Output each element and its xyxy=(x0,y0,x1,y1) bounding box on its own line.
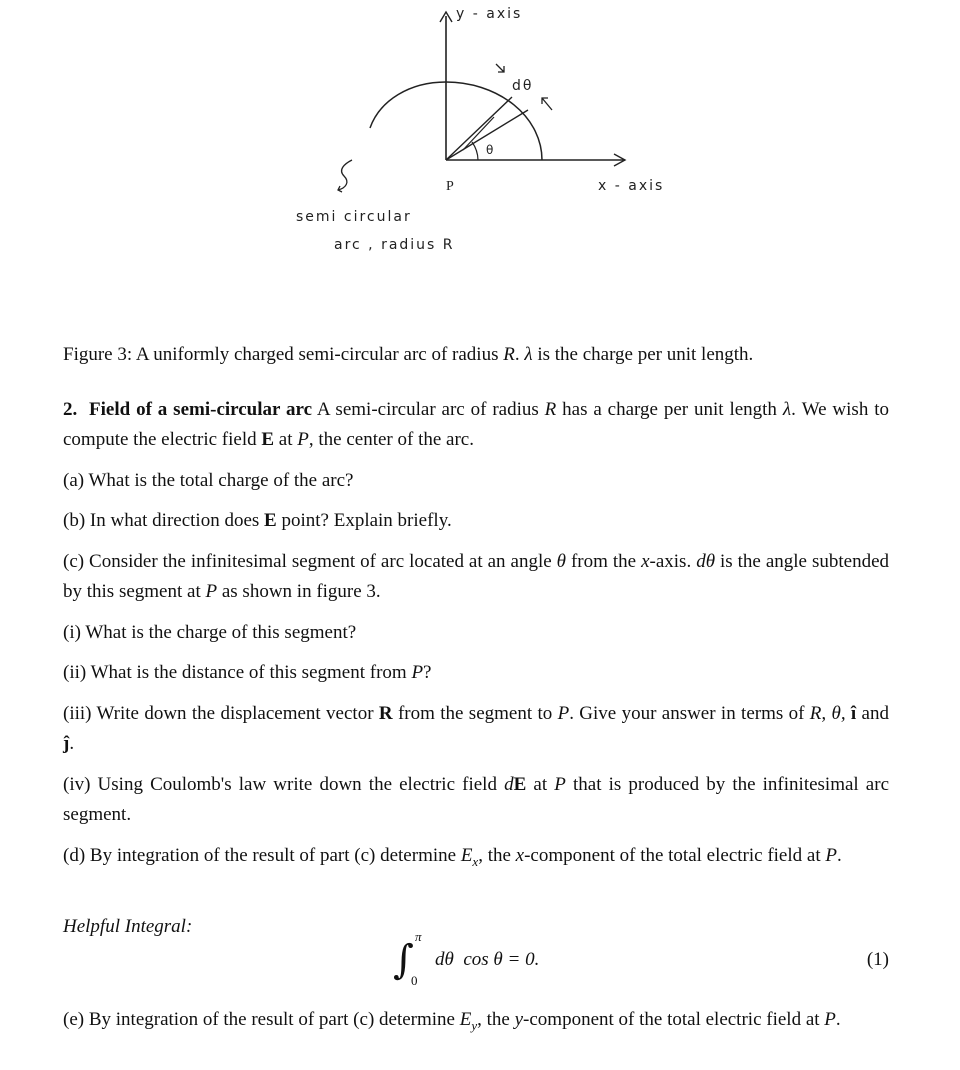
dtheta-arrow-top-icon xyxy=(496,64,504,72)
x-axis-label: x - axis xyxy=(598,178,665,194)
equation-number: (1) xyxy=(866,949,889,970)
part-c: (c) Consider the infinitesimal segment of arc located at an angle θ from the x-axis. dθ is the angle subtended by this segment at P as shown in figure 3. xyxy=(63,551,889,602)
part-c-iv: (iv) Using Coulomb's law write down the electric field dE at P that is produced by the infinitesimal arc segment. xyxy=(63,774,890,825)
figure-3-diagram xyxy=(280,0,700,270)
figure-note-line-2: arc , radius R xyxy=(334,237,455,253)
integral-upper-limit: π xyxy=(415,929,422,944)
problem-intro: 2. Field of a semi-circular arc A semi-circular arc of radius R has a charge per unit length λ. We wish to compute the electric field E at P, the center of the arc. xyxy=(63,399,889,450)
integral-lower-limit: 0 xyxy=(411,973,418,988)
integral-sign: ∫ xyxy=(393,937,414,983)
y-axis-label: y - axis xyxy=(456,6,523,22)
part-c-ii: (ii) What is the distance of this segment from P? xyxy=(63,662,432,683)
part-b: (b) In what direction does E point? Explain briefly. xyxy=(63,510,452,531)
part-c-i: (i) What is the charge of this segment? xyxy=(63,622,357,643)
dtheta-arrow-bottom-icon xyxy=(542,98,552,110)
radius-line-1 xyxy=(446,97,512,160)
integral-body: dθ cos θ = 0. xyxy=(435,949,540,970)
problem-number: 2. xyxy=(63,399,78,420)
point-p-label: P xyxy=(446,179,454,194)
equation-1 xyxy=(63,929,889,995)
theta-angle-arc xyxy=(472,142,478,160)
dtheta-label: dθ xyxy=(512,78,534,94)
part-d: (d) By integration of the result of part (c) determine $E_x$, the x-component of the total electric field at P. xyxy=(63,845,842,869)
helpful-integral-label: Helpful Integral: xyxy=(63,916,193,937)
figure-caption: Figure 3: A uniformly charged semi-circular arc of radius R. λ is the charge per unit length. xyxy=(63,344,754,365)
part-a: (a) What is the total charge of the arc? xyxy=(63,470,354,491)
arc-pointer-squiggle xyxy=(338,160,352,192)
theta-label: θ xyxy=(486,143,496,157)
part-e: (e) By integration of the result of part (c) determine $E_y$, the y-component of the total electric field at P. xyxy=(63,1009,841,1033)
problem-title: Field of a semi-circular arc xyxy=(89,399,313,420)
figure-note-line-1: semi circular xyxy=(296,209,412,225)
part-c-iii: (iii) Write down the displacement vector R from the segment to P. Give your answer in terms of R, θ, î and ĵ. xyxy=(63,703,889,754)
